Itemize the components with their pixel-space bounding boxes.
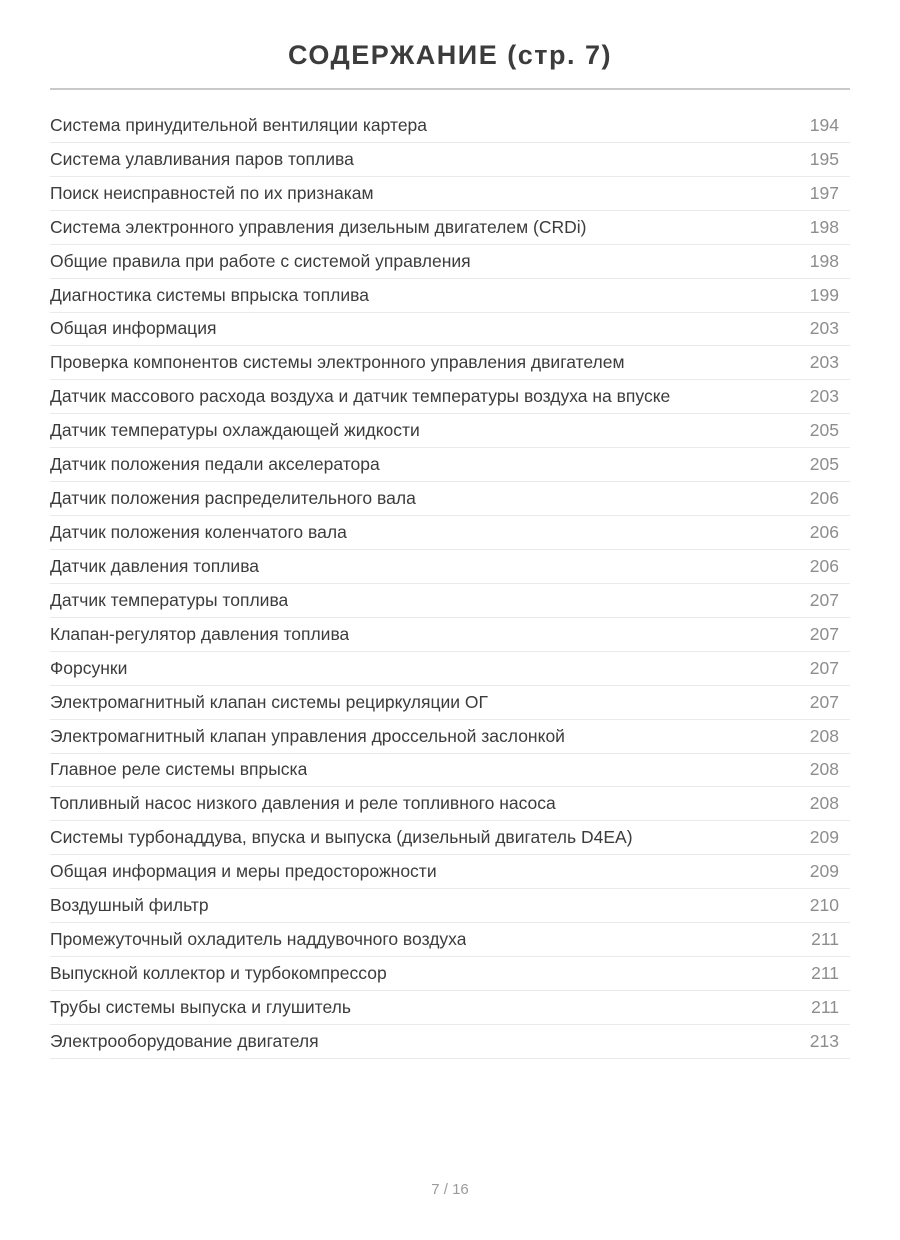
toc-row — [50, 109, 850, 143]
toc-row — [50, 991, 850, 1025]
toc-entry-page: 207 — [809, 657, 839, 678]
toc-row — [50, 889, 850, 923]
toc-entry-page: 209 — [809, 827, 839, 848]
toc-row — [50, 346, 850, 380]
page-title: СОДЕРЖАНИЕ (стр. 7) — [288, 40, 612, 70]
toc-row — [50, 414, 850, 448]
toc-entry-page: 211 — [811, 996, 839, 1017]
document-page — [0, 40, 900, 1240]
toc-entry-label: Выпускной коллектор и турбокомпрессор — [50, 963, 387, 983]
toc-row — [50, 448, 850, 482]
toc-entry-label: Система электронного управления дизельным двигателем (CRDi) — [50, 216, 587, 237]
toc-entry-label: Проверка компонентов системы электронного управления двигателем — [50, 352, 625, 373]
toc-row — [50, 245, 850, 279]
toc-entry-label: Форсунки — [50, 657, 128, 678]
toc-entry-label: Датчик положения педали акселератора — [50, 454, 380, 475]
toc-row — [50, 516, 850, 550]
toc-entry-label: Трубы системы выпуска и глушитель — [50, 996, 351, 1017]
toc-entry-page: 206 — [809, 555, 839, 576]
toc-row — [50, 584, 850, 618]
toc-entry-label: Система улавливания паров топлива — [50, 148, 354, 169]
toc-entry-label: Топливный насос низкого давления и реле топливного насоса — [50, 793, 556, 814]
toc-entry-page: 208 — [809, 793, 839, 814]
toc-entry-label: Датчик давления топлива — [50, 555, 260, 576]
toc-entry-label: Датчик температуры охлаждающей жидкости — [50, 420, 420, 441]
toc-entry-page: 195 — [809, 148, 839, 169]
toc-entry-label: Электромагнитный клапан управления дроссельной заслонкой — [50, 725, 565, 746]
title-divider — [50, 88, 850, 90]
toc-entry-page: 207 — [809, 623, 839, 644]
toc-entry-label: Система принудительной вентиляции картера — [50, 114, 428, 135]
toc-entry-label: Электрооборудование двигателя — [50, 1030, 319, 1051]
toc-row — [50, 652, 850, 686]
toc-entry-label: Общая информация и меры предосторожности — [50, 861, 437, 882]
toc-entry-page: 211 — [811, 929, 839, 950]
toc-row — [50, 380, 850, 414]
page-indicator: 7 / 16 — [431, 1181, 469, 1198]
toc-entry-label: Поиск неисправностей по их признакам — [50, 182, 374, 203]
toc-entry-page: 210 — [809, 895, 839, 916]
toc-entry-page: 198 — [809, 250, 839, 271]
toc-entry-label: Главное реле системы впрыска — [50, 759, 308, 780]
toc-entry-page: 205 — [809, 454, 839, 475]
toc-row — [50, 211, 850, 245]
toc-row — [50, 787, 850, 821]
toc-row — [50, 618, 850, 652]
toc-entry-page: 207 — [809, 589, 839, 610]
toc-entry-page: 211 — [811, 963, 839, 983]
toc-row — [50, 957, 850, 991]
toc-entry-page: 203 — [809, 386, 839, 407]
toc-entry-label: Воздушный фильтр — [50, 895, 209, 916]
toc-entry-label: Датчик положения коленчатого вала — [50, 522, 347, 543]
toc-row — [50, 143, 850, 177]
toc-entry-label: Диагностика системы впрыска топлива — [50, 284, 369, 305]
toc-entry-label: Датчик положения распределительного вала — [50, 488, 416, 509]
toc-row — [50, 1025, 850, 1059]
toc-row — [50, 482, 850, 516]
toc-entry-label: Электромагнитный клапан системы рециркуляции ОГ — [50, 691, 489, 712]
toc-list — [50, 109, 850, 1059]
toc-entry-label: Промежуточный охладитель наддувочного воздуха — [50, 929, 467, 950]
toc-row — [50, 720, 850, 754]
toc-entry-page: 206 — [809, 522, 839, 543]
toc-entry-label: Датчик температуры топлива — [50, 589, 289, 610]
toc-entry-page: 207 — [809, 691, 839, 712]
toc-entry-label: Общие правила при работе с системой управления — [50, 250, 471, 271]
toc-entry-label: Клапан-регулятор давления топлива — [50, 623, 350, 644]
toc-row — [50, 754, 850, 788]
toc-entry-page: 213 — [809, 1030, 839, 1051]
toc-entry-page: 208 — [809, 725, 839, 746]
toc-row — [50, 313, 850, 347]
toc-row — [50, 821, 850, 855]
toc-entry-page: 197 — [809, 182, 839, 203]
toc-entry-page: 199 — [809, 284, 839, 305]
toc-row — [50, 923, 850, 957]
toc-entry-page: 203 — [809, 352, 839, 373]
toc-row — [50, 550, 850, 584]
toc-row — [50, 855, 850, 889]
toc-entry-page: 194 — [809, 114, 839, 135]
toc-entry-label: Общая информация — [50, 318, 217, 339]
toc-entry-label: Датчик массового расхода воздуха и датчик температуры воздуха на впуске — [50, 386, 671, 407]
toc-entry-page: 205 — [809, 420, 839, 441]
toc-row — [50, 177, 850, 211]
toc-entry-page: 206 — [809, 488, 839, 509]
toc-row — [50, 279, 850, 313]
toc-entry-page: 208 — [809, 759, 839, 780]
toc-entry-page: 209 — [809, 861, 839, 882]
toc-row — [50, 686, 850, 720]
toc-entry-page: 198 — [809, 216, 839, 237]
toc-entry-page: 203 — [809, 318, 839, 339]
toc-entry-label: Системы турбонаддува, впуска и выпуска (дизельный двигатель D4EA) — [50, 827, 633, 848]
